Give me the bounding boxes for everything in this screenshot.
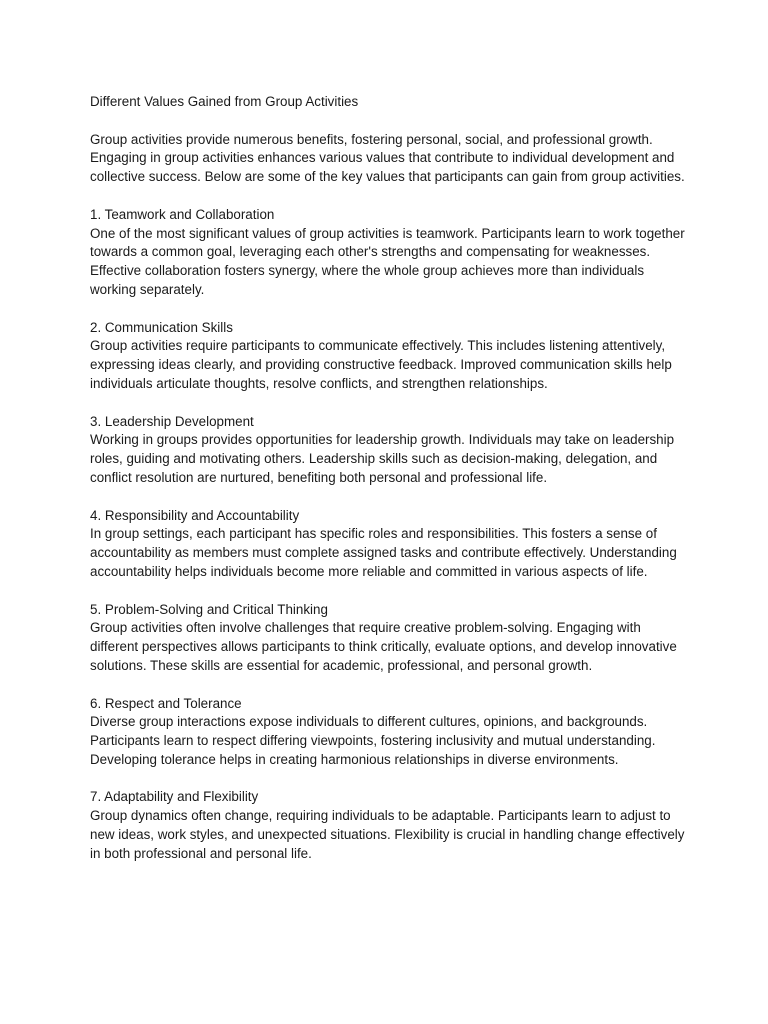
section-paragraph: Working in groups provides opportunities for leadership growth. Individuals may take on leadership roles, guiding and motivating others. Leadership skills such as decision-making, delegation, and conflict resolution are nurtured, benefiting both personal and professional life. <box>90 432 675 485</box>
section-heading: 4. Responsibility and Accountability <box>90 507 300 523</box>
section-teamwork <box>90 206 690 300</box>
section-heading: 2. Communication Skills <box>90 319 233 335</box>
section-paragraph: Group activities require participants to communicate effectively. This includes listening attentively, expressing ideas clearly, and providing constructive feedback. Improved communication skills help individuals articulate thoughts, resolve conflicts, and strengthen relationships. <box>90 338 672 391</box>
section-heading: 1. Teamwork and Collaboration <box>90 206 275 222</box>
intro-paragraph: Group activities provide numerous benefits, fostering personal, social, and professional growth. Engaging in group activities enhances various values that contribute to individual development and collective success. Below are some of the key values that participants can gain from group activities. <box>90 131 685 185</box>
document-body <box>90 93 690 882</box>
section-paragraph: In group settings, each participant has specific roles and responsibilities. This fosters a sense of accountability as members must complete assigned tasks and contribute effectively. Understanding accountability helps individuals become more reliable and committed in various aspects of life. <box>90 526 677 579</box>
section-paragraph: Group dynamics often change, requiring individuals to be adaptable. Participants learn to adjust to new ideas, work styles, and unexpected situations. Flexibility is crucial in handling change effectively in both professional and personal life. <box>90 808 685 861</box>
section-heading: 7. Adaptability and Flexibility <box>90 789 259 805</box>
section-paragraph: Group activities often involve challenges that require creative problem-solving. Engaging with different perspectives allows participants to think critically, evaluate options, and develop innovative solutions. These skills are essential for academic, professional, and personal growth. <box>90 620 677 673</box>
section-respect <box>90 695 690 770</box>
section-adaptability <box>90 788 690 863</box>
section-problem-solving <box>90 601 690 676</box>
section-communication <box>90 319 690 394</box>
section-responsibility <box>90 507 690 582</box>
section-heading: 3. Leadership Development <box>90 413 254 429</box>
section-heading: 5. Problem-Solving and Critical Thinking <box>90 601 328 617</box>
document-title: Different Values Gained from Group Activities <box>90 94 359 109</box>
section-paragraph: One of the most significant values of group activities is teamwork. Participants learn to work together towards a common goal, leveraging each other's strengths and compensating for weaknesses. Effective collaboration fosters synergy, where the whole group achieves more than individuals working separately. <box>90 225 685 297</box>
section-heading: 6. Respect and Tolerance <box>90 695 242 711</box>
section-leadership <box>90 413 690 488</box>
section-paragraph: Diverse group interactions expose individuals to different cultures, opinions, and backgrounds. Participants learn to respect differing viewpoints, fostering inclusivity and mutual understanding. Developing tolerance helps in creating harmonious relationships in diverse environments. <box>90 714 656 767</box>
